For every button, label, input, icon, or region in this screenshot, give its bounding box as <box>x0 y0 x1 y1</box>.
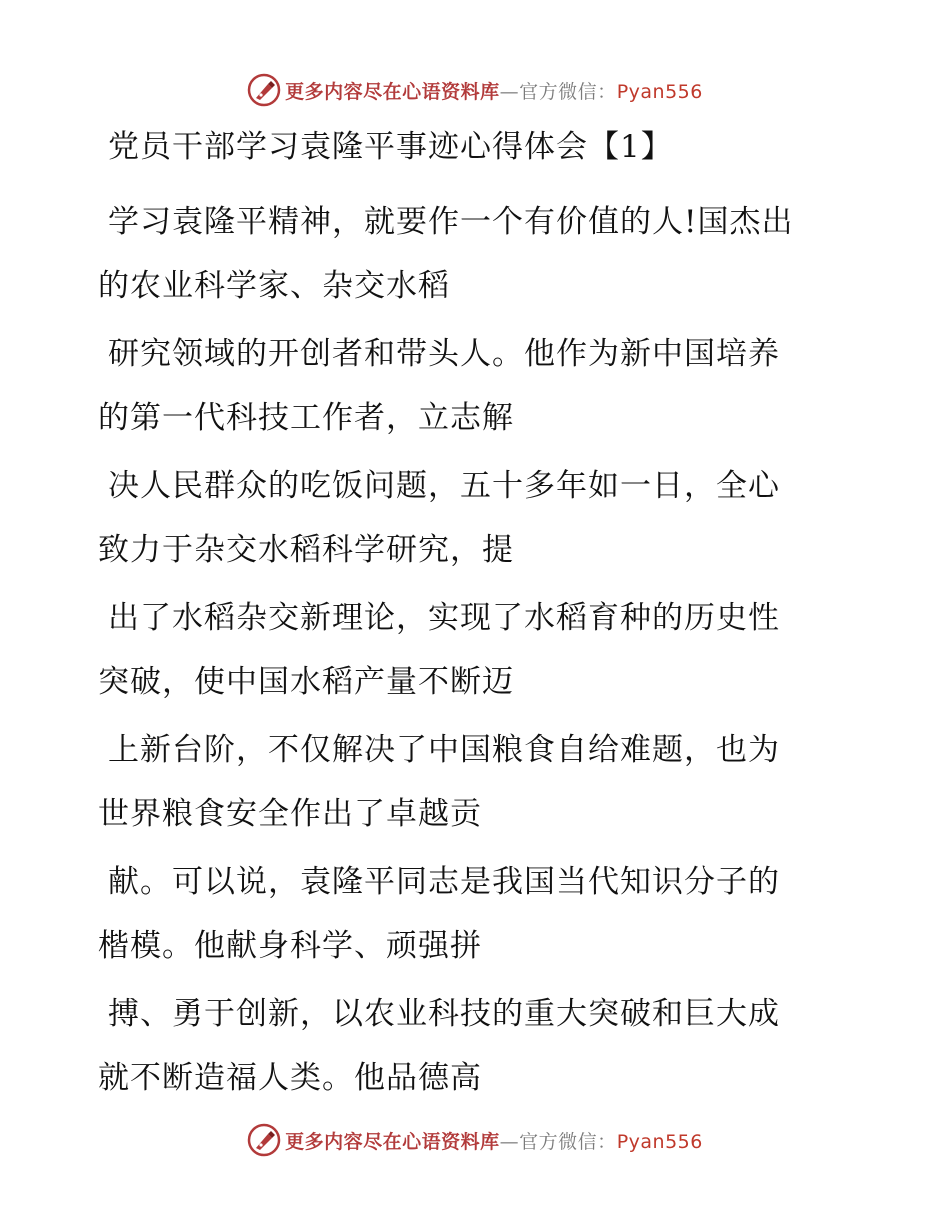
paragraph-line: 的第一代科技工作者，立志解 <box>98 400 514 436</box>
paragraph-line: 上新台阶，不仅解决了中国粮食自给难题，也为 <box>108 732 780 768</box>
watermark-main-text: 更多内容尽在心语资料库 <box>285 1130 500 1153</box>
watermark-separator: — <box>499 1130 520 1153</box>
pen-nib-logo-icon <box>247 1123 281 1157</box>
footer-watermark <box>0 1120 950 1160</box>
watermark-separator: — <box>499 80 520 103</box>
paragraph-line: 决人民群众的吃饭问题，五十多年如一日，全心 <box>108 468 780 504</box>
paragraph-line: 世界粮食安全作出了卓越贡 <box>98 796 482 832</box>
paragraph-line: 出了水稻杂交新理论，实现了水稻育种的历史性 <box>108 600 780 636</box>
watermark-text <box>285 77 703 104</box>
watermark-text <box>285 1127 703 1154</box>
watermark-main-text: 更多内容尽在心语资料库 <box>285 80 500 103</box>
paragraph <box>98 454 858 582</box>
paragraph <box>98 322 858 450</box>
paragraph-line: 的农业科学家、杂交水稻 <box>98 268 450 304</box>
watermark-wechat-id: Pyan556 <box>616 80 703 103</box>
paragraph-line: 搏、勇于创新，以农业科技的重大突破和巨大成 <box>108 996 780 1032</box>
paragraph-line: 学习袁隆平精神，就要作一个有价值的人!国杰出 <box>108 204 794 240</box>
pen-nib-logo-icon <box>247 73 281 107</box>
paragraph <box>98 586 858 714</box>
paragraph-line: 就不断造福人类。他品德高 <box>98 1060 482 1096</box>
watermark-wechat-label: 官方微信： <box>519 80 617 103</box>
paragraph <box>98 982 858 1110</box>
watermark-wechat-id: Pyan556 <box>616 1130 703 1153</box>
document-title: 党员干部学习袁隆平事迹心得体会【1】 <box>108 129 673 165</box>
paragraph-line: 研究领域的开创者和带头人。他作为新中国培养 <box>108 336 780 372</box>
paragraph-line: 突破，使中国水稻产量不断迈 <box>98 664 514 700</box>
header-watermark <box>0 70 950 110</box>
watermark-wechat-label: 官方微信： <box>519 1130 617 1153</box>
paragraph <box>98 190 858 318</box>
paragraph-line: 致力于杂交水稻科学研究，提 <box>98 532 514 568</box>
paragraph-line: 献。可以说，袁隆平同志是我国当代知识分子的 <box>108 864 780 900</box>
paragraph <box>98 850 858 978</box>
paragraph <box>98 718 858 846</box>
paragraph-line: 楷模。他献身科学、顽强拼 <box>98 928 482 964</box>
